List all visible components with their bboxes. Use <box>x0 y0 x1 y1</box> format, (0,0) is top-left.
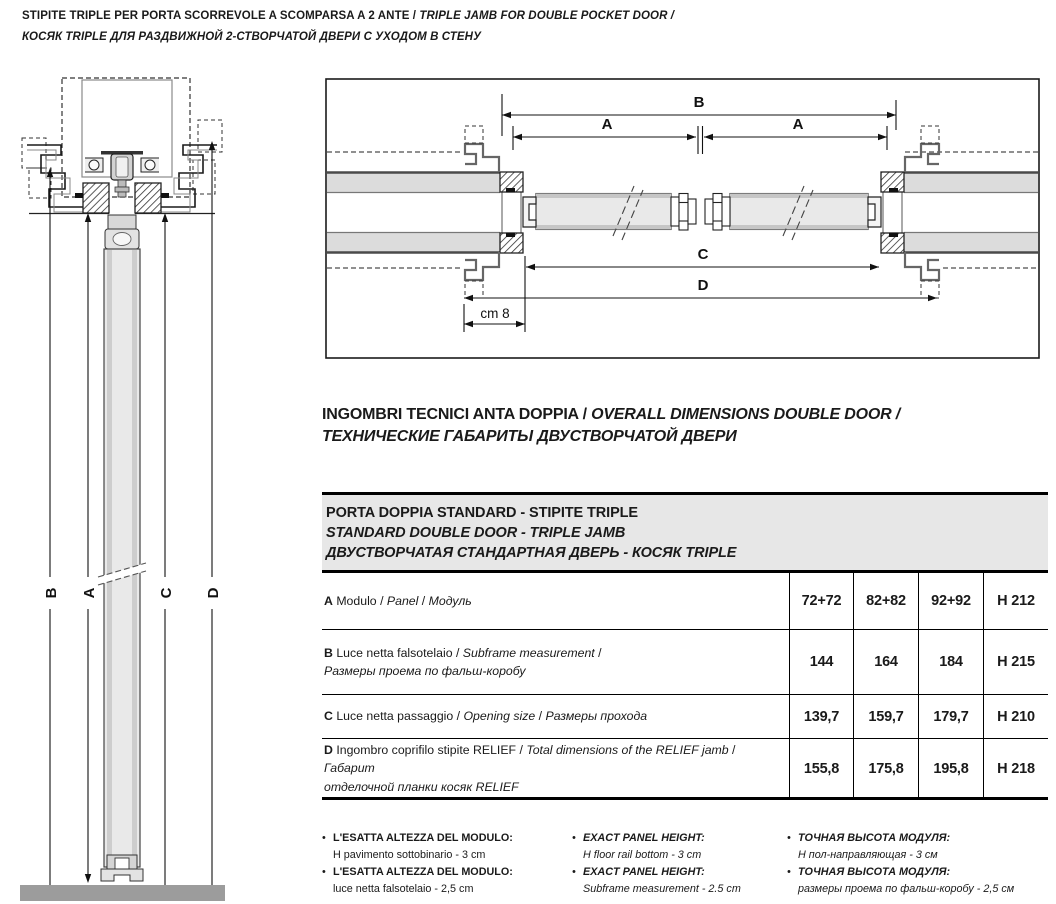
section-heading <box>322 404 900 447</box>
table-title <box>322 492 1048 573</box>
footnote-column-en <box>572 830 787 898</box>
table-row <box>322 739 1048 800</box>
floor <box>20 885 225 901</box>
value-cell: H 210 <box>983 695 1048 738</box>
footnote-text: Н пол-направляющая - 3 см <box>798 849 938 861</box>
plan-view-drawing <box>325 78 1040 359</box>
dim-label-a-right: A <box>792 116 804 133</box>
footnote-text: luce netta falsotelaio - 2,5 cm <box>333 883 474 895</box>
footnote-text: Subframe measurement - 2.5 cm <box>583 883 741 895</box>
value-cell: H 212 <box>983 573 1048 629</box>
footnote-column-it <box>322 830 572 898</box>
dim-label-b: B <box>693 94 705 111</box>
value-cell: 92+92 <box>918 573 983 629</box>
value-cell: 155,8 <box>789 739 853 798</box>
value-cell: 159,7 <box>853 695 918 738</box>
table-row <box>322 573 1048 630</box>
table-title-line1: PORTA DOPPIA STANDARD - STIPITE TRIPLE <box>326 505 638 521</box>
value-cell: 179,7 <box>918 695 983 738</box>
dim-label-c: C <box>158 587 175 599</box>
page-title-line1: STIPITE TRIPLE PER PORTA SCORREVOLE A SCOMPARSA A 2 ANTE / TRIPLE JAMB FOR DOUBLE POCKET DOOR / <box>22 10 675 22</box>
vertical-section-drawing <box>15 65 230 903</box>
page-title <box>22 6 674 47</box>
row-label: A Modulo / Panel / Модуль <box>324 593 472 608</box>
footnote-title: • EXACT PANEL HEIGHT: <box>572 832 705 844</box>
jamb-block-left <box>83 183 109 213</box>
footnote-text: H floor rail bottom - 3 cm <box>583 849 702 861</box>
dim-label-a-left: A <box>601 116 613 133</box>
row-label: C Luce netta passaggio / Opening size / Размеры прохода <box>324 709 648 724</box>
table-title-line2: STANDARD DOUBLE DOOR - TRIPLE JAMB <box>326 525 626 541</box>
value-cell: 175,8 <box>853 739 918 798</box>
value-cell: 195,8 <box>918 739 983 798</box>
value-cell: H 218 <box>983 739 1048 798</box>
table-row <box>322 630 1048 695</box>
roller-left <box>89 160 99 170</box>
footnote-text: размеры проема по фальш-коробу - 2,5 см <box>798 883 1015 895</box>
footnote-title: • EXACT PANEL HEIGHT: <box>572 866 705 878</box>
footnote-title: • ТОЧНАЯ ВЫСОТА МОДУЛЯ: <box>787 832 951 844</box>
footnote-title: • L'ESATTA ALTEZZA DEL MODULO: <box>322 866 513 878</box>
footnote-column-ru <box>787 830 1048 898</box>
value-cell: H 215 <box>983 630 1048 694</box>
dim-label-b: B <box>43 587 60 599</box>
value-cell: 144 <box>789 630 853 694</box>
floor-guide <box>101 855 143 881</box>
footnotes <box>322 830 1048 898</box>
dim-label-a: A <box>81 587 98 599</box>
table-row <box>322 695 1048 739</box>
value-cell: 72+72 <box>789 573 853 629</box>
value-cell: 164 <box>853 630 918 694</box>
door-panel <box>104 249 140 867</box>
dim-label-pocket-depth: cm 8 <box>480 306 510 321</box>
footnote-text: H pavimento sottobinario - 3 cm <box>333 849 486 861</box>
value-cell: 82+82 <box>853 573 918 629</box>
dim-label-d: D <box>697 277 709 294</box>
roller-right <box>145 160 155 170</box>
spec-table <box>322 492 1048 800</box>
jamb-block-right <box>135 183 161 213</box>
table-title-line3: ДВУСТВОРЧАТАЯ СТАНДАРТНАЯ ДВЕРЬ - КОСЯК TRIPLE <box>326 545 737 561</box>
section-heading-line1: INGOMBRI TECNICI ANTA DOPPIA / OVERALL DIMENSIONS DOUBLE DOOR / <box>322 406 900 423</box>
row-label: D Ingombro coprifilo stipite RELIEF / Total dimensions of the RELIEF jamb / Габарит отделочной планки косяк RELIEF <box>324 743 736 794</box>
drawing-frame <box>326 79 1039 358</box>
row-label: B Luce netta falsotelaio / Subframe measurement / Размеры проема по фальш-коробу <box>324 645 602 678</box>
left-jamb-profile <box>22 138 83 212</box>
footnote-title: • L'ESATTA ALTEZZA DEL MODULO: <box>322 832 513 844</box>
page-title-line2: КОСЯК TRIPLE ДЛЯ РАЗДВИЖНОЙ 2-СТВОРЧАТОЙ ДВЕРИ С УХОДОМ В СТЕНУ <box>22 30 481 43</box>
value-cell: 184 <box>918 630 983 694</box>
dim-label-d: D <box>205 587 222 599</box>
dim-label-c: C <box>697 246 709 263</box>
panel-top-profile <box>105 215 139 249</box>
value-cell: 139,7 <box>789 695 853 738</box>
section-heading-line2: ТЕХНИЧЕСКИЕ ГАБАРИТЫ ДВУСТВОРЧАТОЙ ДВЕРИ <box>322 427 737 445</box>
footnote-title: • ТОЧНАЯ ВЫСОТА МОДУЛЯ: <box>787 866 951 878</box>
